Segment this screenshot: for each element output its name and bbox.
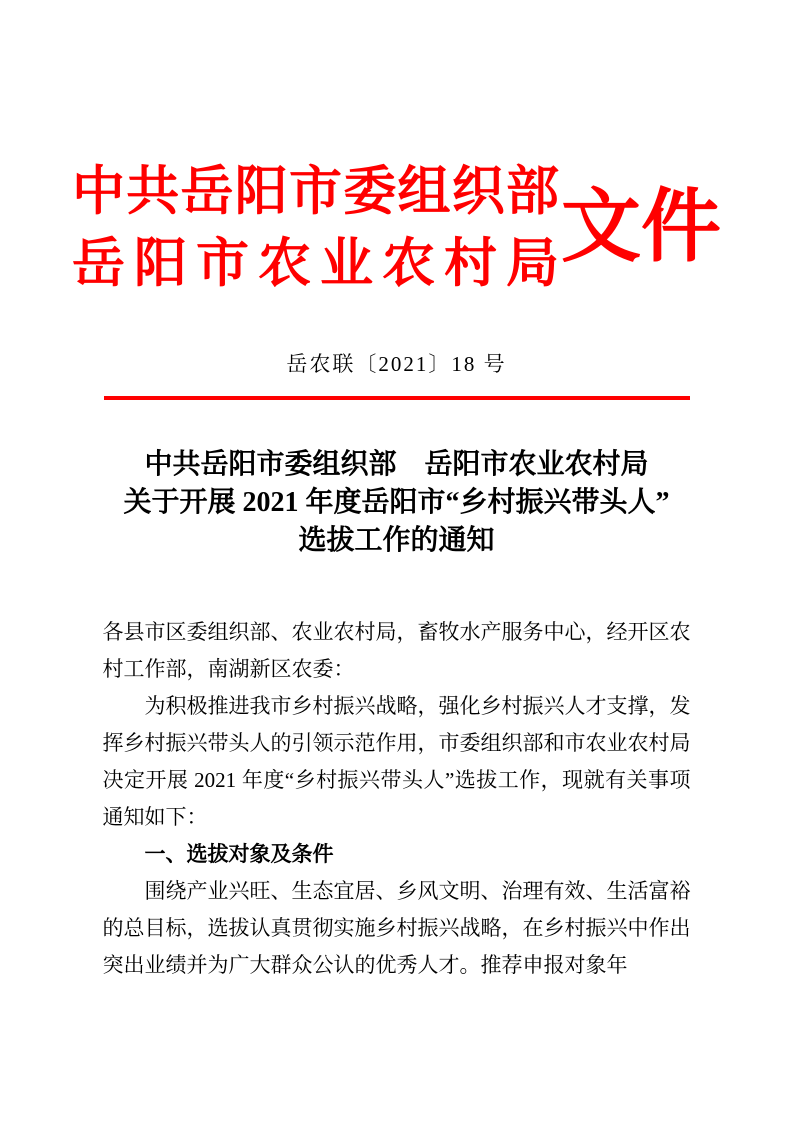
section-1-paragraph: 围绕产业兴旺、生态宜居、乡风文明、治理有效、生活富裕的总目标，选拔认真贯彻实施乡村振兴战略，在乡村振兴中作出突出业绩并为广大群众公认的优秀人才。推荐申报对象年: [102, 879, 691, 977]
red-divider-line: [104, 396, 690, 400]
doc-type-label: 文件: [561, 184, 721, 272]
document-number: 岳农联〔2021〕18 号: [286, 352, 507, 376]
red-letterhead: [0, 156, 793, 300]
document-body: [103, 614, 691, 984]
intro-paragraph: 为积极推进我市乡村振兴战略，强化乡村振兴人才支撑，发挥乡村振兴带头人的引领示范作用，市委组织部和市农业农村局决定开展 2021 年度“乡村振兴带头人”选拔工作，现就有关事项通知如下：: [102, 694, 691, 829]
title-line-3: 选拔工作的通知: [298, 525, 495, 556]
section-1-heading: 一、选拔对象及条件: [144, 843, 334, 866]
org-name-line-1: 中共岳阳市委组织部: [72, 163, 559, 221]
org-name-line-2: 岳阳市农业农村局: [72, 235, 559, 293]
document-title: [0, 446, 793, 560]
issuing-org-names: [72, 156, 559, 300]
title-line-2: 关于开展 2021 年度岳阳市“乡村振兴带头人”: [123, 487, 670, 518]
salutation-paragraph: 各县市区委组织部、农业农村局，畜牧水产服务中心，经开区农村工作部，南湖新区农委：: [102, 620, 691, 681]
title-line-1: 中共岳阳市委组织部 岳阳市农业农村局: [144, 449, 649, 480]
